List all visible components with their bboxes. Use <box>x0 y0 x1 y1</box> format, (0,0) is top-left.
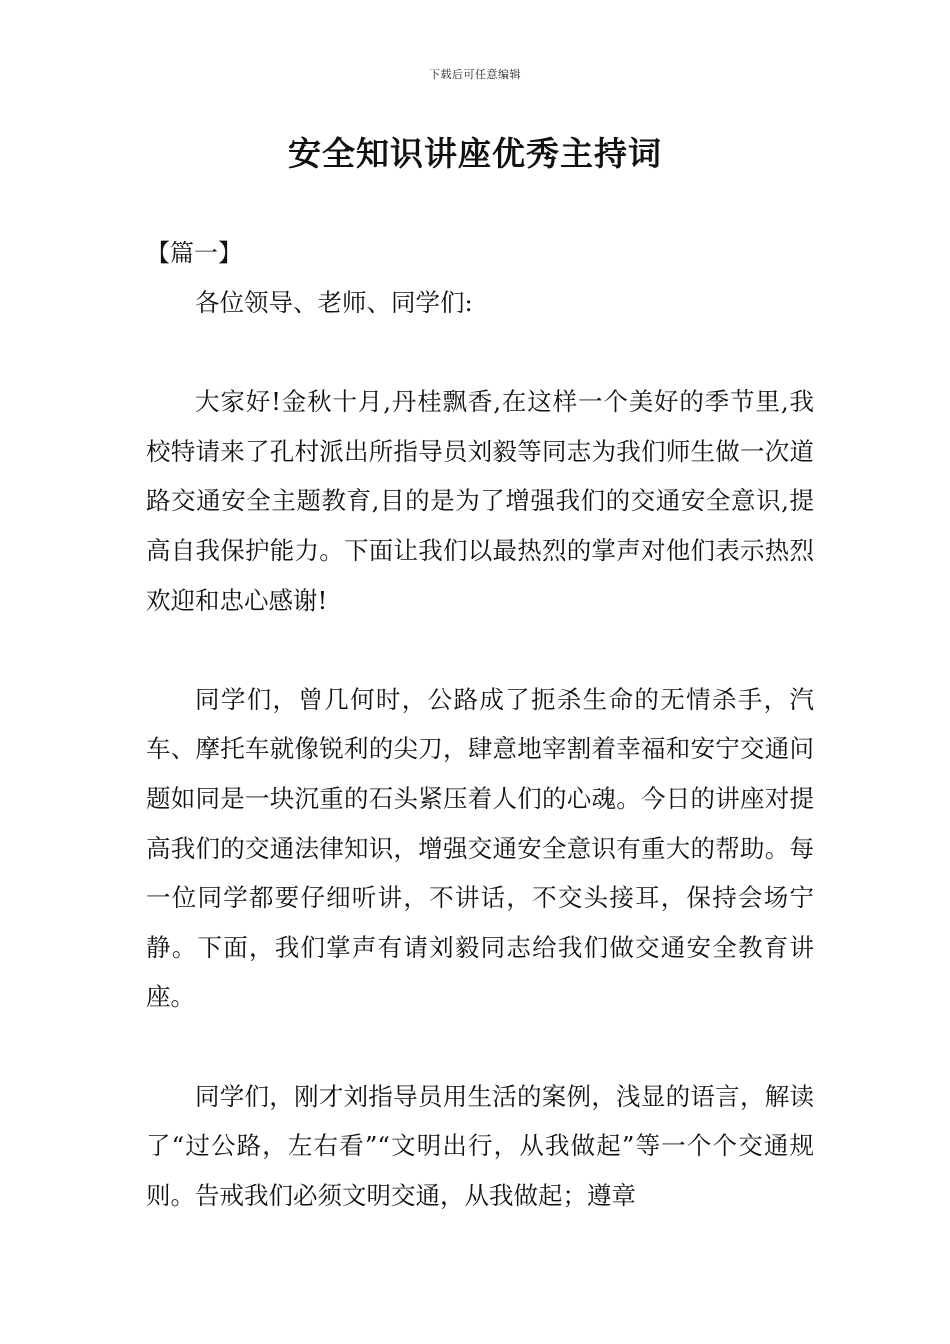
body-paragraph: 大家好!金秋十月,丹桂飘香,在这样一个美好的季节里,我校特请来了孔村派出所指导员刘毅等同志为我们师生做一次道路交通安全主题教育,目的是为了增强我们的交通安全意识,提高自我保护能力。下面让我们以最热烈的掌声对他们表示热烈欢迎和忠心感谢! <box>146 387 814 615</box>
greeting-paragraph: 各位领导、老师、同学们: <box>195 288 473 317</box>
document-body <box>146 278 814 1220</box>
body-paragraph: 同学们，曾几何时，公路成了扼杀生命的无情杀手，汽车、摩托车就像锐利的尖刀，肆意地宰割着幸福和安宁交通问题如同是一块沉重的石头紧压着人们的心魂。今日的讲座对提高我们的交通法律知识，增强交通安全意识有重大的帮助。每一位同学都要仔细听讲，不讲话，不交头接耳，保持会场宁静。下面，我们掌声有请刘毅同志给我们做交通安全教育讲座。 <box>146 684 814 1012</box>
section-label: 【篇一】 <box>146 239 242 267</box>
body-paragraph: 同学们，刚才刘指导员用生活的案例，浅显的语言，解读了“过公路，左右看”“文明出行，从我做起”等一个个交通规则。告戒我们必须文明交通，从我做起；遵章 <box>146 1081 814 1210</box>
document-title: 安全知识讲座优秀主持词 <box>288 134 662 173</box>
header-note: 下载后可任意编辑 <box>429 68 521 81</box>
